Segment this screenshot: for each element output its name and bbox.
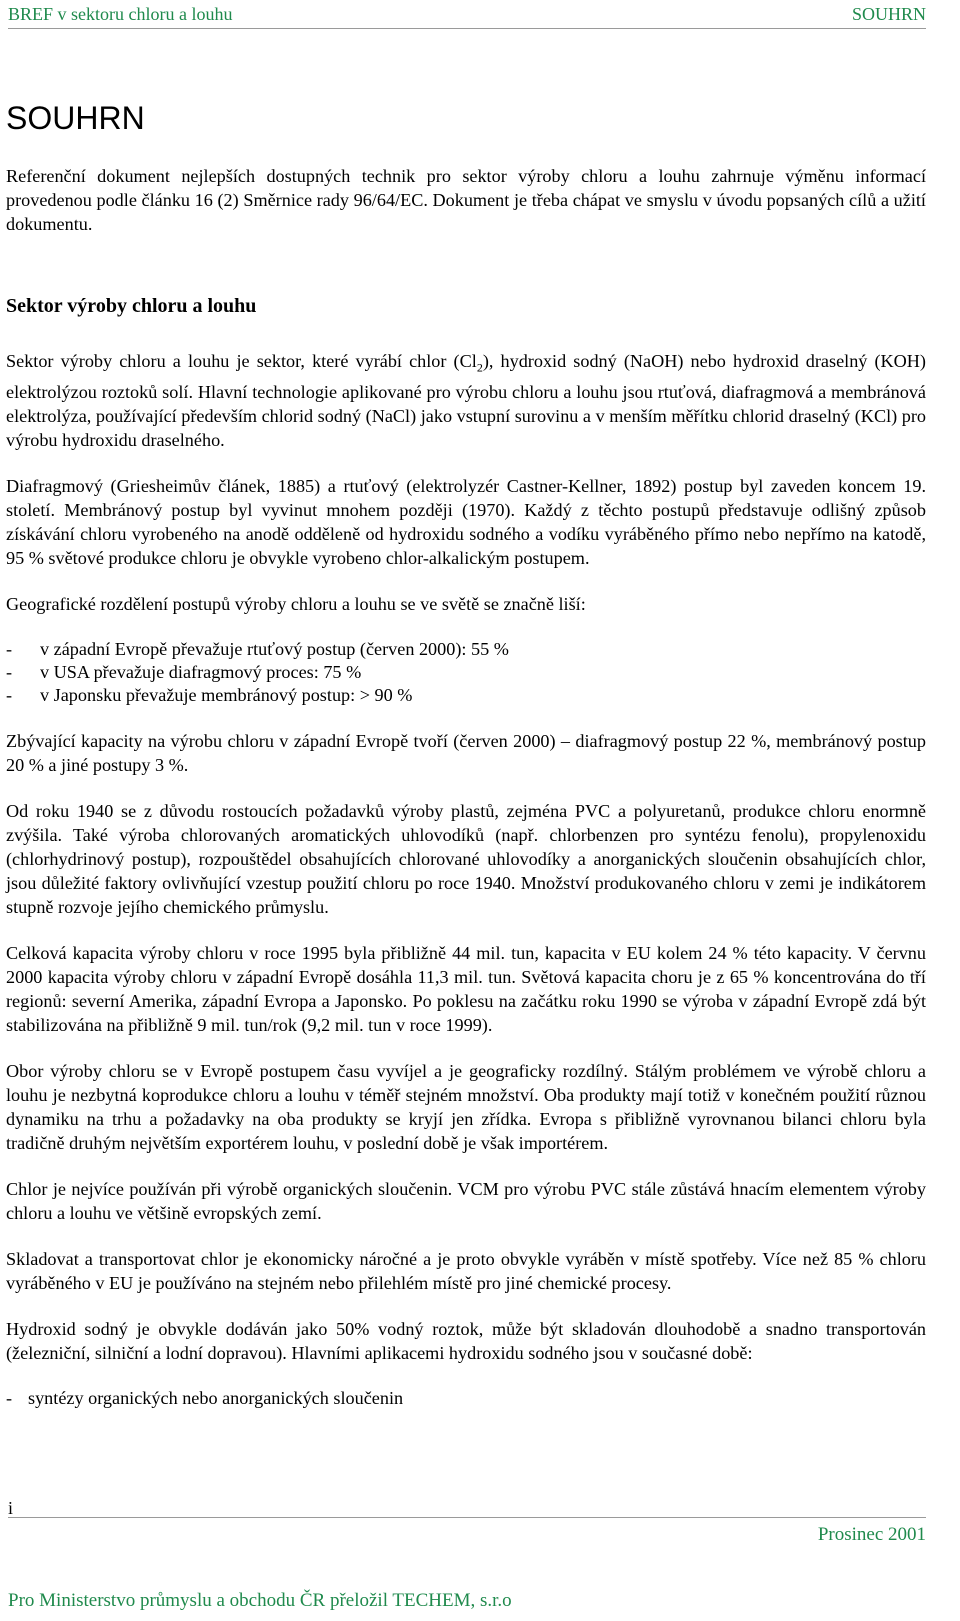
list-dash: -: [6, 1387, 13, 1408]
paragraph-sector-definition: [6, 349, 926, 452]
para1-subscript: 2: [476, 360, 483, 375]
paragraph-europe-development: Obor výroby chloru se v Evropě postupem času vyvíjel a je geograficky rozdílný. Stálým problémem ve výrobě chloru a louhu je nezbytná koprodukce chloru a louhu v téměř stejném množství. Oba produkty mají totiž v konečném použití různou dynamiku na trhu a požadavky na oba produkty se kryjí jen zřídka. Evropa s přibližně vyrovnanou bilanci chloru byla tradičně druhým největším exportérem louhu, v poslední době je však importérem.: [6, 1060, 926, 1153]
list-item: [6, 684, 926, 707]
footer-credit: Pro Ministerstvo průmyslu a obchodu ČR přeložil TECHEM, s.r.o: [8, 1590, 512, 1611]
paragraph-history: Diafragmový (Griesheimův článek, 1885) a rtuťový (elektrolyzér Castner-Kellner, 1892) postup byl zaveden koncem 19. století. Membránový postup byl vyvinut mnohem později (1970). Každý z těchto postupů představuje odlišný způsob získávání chloru vyrobeného na anodě odděleně od hydroxidu sodného a vodíku vyráběného přímo nebo nepřímo na katodě, 95 % světové produkce chloru je obvykle vyrobeno chlor-alkalickým postupem.: [6, 475, 926, 568]
paragraph-chlorine-use: Chlor je nejvíce používán při výrobě organických sloučenin. VCM pro výrobu PVC stále zůstává hnacím elementem výroby chloru a louhu ve většině evropských zemí.: [6, 1178, 926, 1223]
applications-list: [6, 1387, 926, 1410]
document-body: [6, 164, 926, 1432]
list-item: [6, 661, 926, 684]
list-item-text: v Japonsku převažuje membránový postup: > 90 %: [40, 684, 413, 705]
list-dash: -: [6, 684, 13, 705]
paragraph-storage-transport: Skladovat a transportovat chlor je ekonomicky náročné a je proto obvykle vyráběn v místě spotřeby. Více než 85 % chloru vyráběného v EU je používáno na stejném nebo přilehlém místě pro jiné chemické procesy.: [6, 1248, 926, 1293]
list-item: [6, 1387, 926, 1410]
para1-text-b: ), hydroxid sodný (NaOH) nebo hydroxid draselný (KOH) elektrolýzou roztoků solí. Hlavní technologie aplikované pro výrobu chloru a louhu jsou rtuťová, diafragmová a membránová elektrolýza, používající především chlorid sodný (NaCl) jako vstupní surovinu a v menším měřítku chlorid draselný (KCl) pro výrobu hydroxidu draselného.: [6, 351, 926, 450]
paragraph-production-growth: Od roku 1940 se z důvodu rostoucích požadavků výroby plastů, zejména PVC a polyuretanů, produkce chloru enormně zvýšila. Také výroba chlorovaných aromatických uhlovodíků (např. chlorbenzen pro syntézu fenolu), propylenoxidu (chlorhydrinový postup), rozpouštědel obsahujících chlorované uhlovodíky a anorganických sloučenin obsahujících chlor, jsou důležité faktory ovlivňující vzestup použití chloru po roce 1940. Množství produkovaného chloru v zemi je indikátorem stupně rozvoje jejího chemického průmyslu.: [6, 800, 926, 917]
footer-date: Prosinec 2001: [817, 1524, 926, 1545]
paragraph-remaining-capacity: Zbývající kapacity na výrobu chloru v západní Evropě tvoří (červen 2000) – diafragmový postup 22 %, membránový postup 20 % a jiné postupy 3 %.: [6, 730, 926, 775]
list-item-text: v západní Evropě převažuje rtuťový postup (červen 2000): 55 %: [40, 638, 509, 659]
list-item: [6, 638, 926, 661]
para1-text-a: Sektor výroby chloru a louhu je sektor, které vyrábí chlor (Cl: [6, 351, 477, 371]
footer-page-number: i: [8, 1498, 14, 1518]
page-title: SOUHRN: [6, 100, 145, 136]
list-dash: -: [6, 661, 13, 682]
footer-rule: [8, 1517, 926, 1518]
section-heading: Sektor výroby chloru a louhu: [6, 295, 257, 317]
paragraph-sodium-hydroxide: Hydroxid sodný je obvykle dodáván jako 50% vodný roztok, může být skladován dlouhodobě a snadno transportován (železniční, silniční a lodní dopravou). Hlavními aplikacemi hydroxidu sodného jsou v současné době:: [6, 1318, 926, 1363]
header-section-name: SOUHRN: [851, 4, 926, 24]
list-item-text: v USA převažuje diafragmový proces: 75 %: [40, 661, 362, 682]
paragraph-total-capacity: Celková kapacita výroby chloru v roce 1995 byla přibližně 44 mil. tun, kapacita v EU kolem 24 % této kapacity. V červnu 2000 kapacita výroby chloru v západní Evropě dosáhla 11,3 mil. tun. Světová kapacita choru je z 65 % koncentrována do tří regionů: severní Amerika, západní Evropa a Japonsko. Po poklesu na začátku roku 1990 se výroba v západní Evropě zdá být stabilizována na přibližně 9 mil. tun/rok (9,2 mil. tun v roce 1999).: [6, 942, 926, 1035]
intro-paragraph: Referenční dokument nejlepších dostupných technik pro sektor výroby chloru a louhu zahrnuje výměnu informací provedenou podle článku 16 (2) Směrnice rady 96/64/EC. Dokument je třeba chápat ve smyslu v úvodu popsaných cílů a užití dokumentu.: [6, 166, 926, 234]
header-document-title: BREF v sektoru chloru a louhu: [8, 4, 233, 24]
list-item-text: syntézy organických nebo anorganických sloučenin: [28, 1387, 404, 1408]
paragraph-geography-intro: Geografické rozdělení postupů výroby chloru a louhu se ve světě se značně liší:: [6, 593, 586, 614]
list-dash: -: [6, 638, 13, 659]
running-header: [8, 2, 926, 29]
geography-list: [6, 638, 926, 707]
